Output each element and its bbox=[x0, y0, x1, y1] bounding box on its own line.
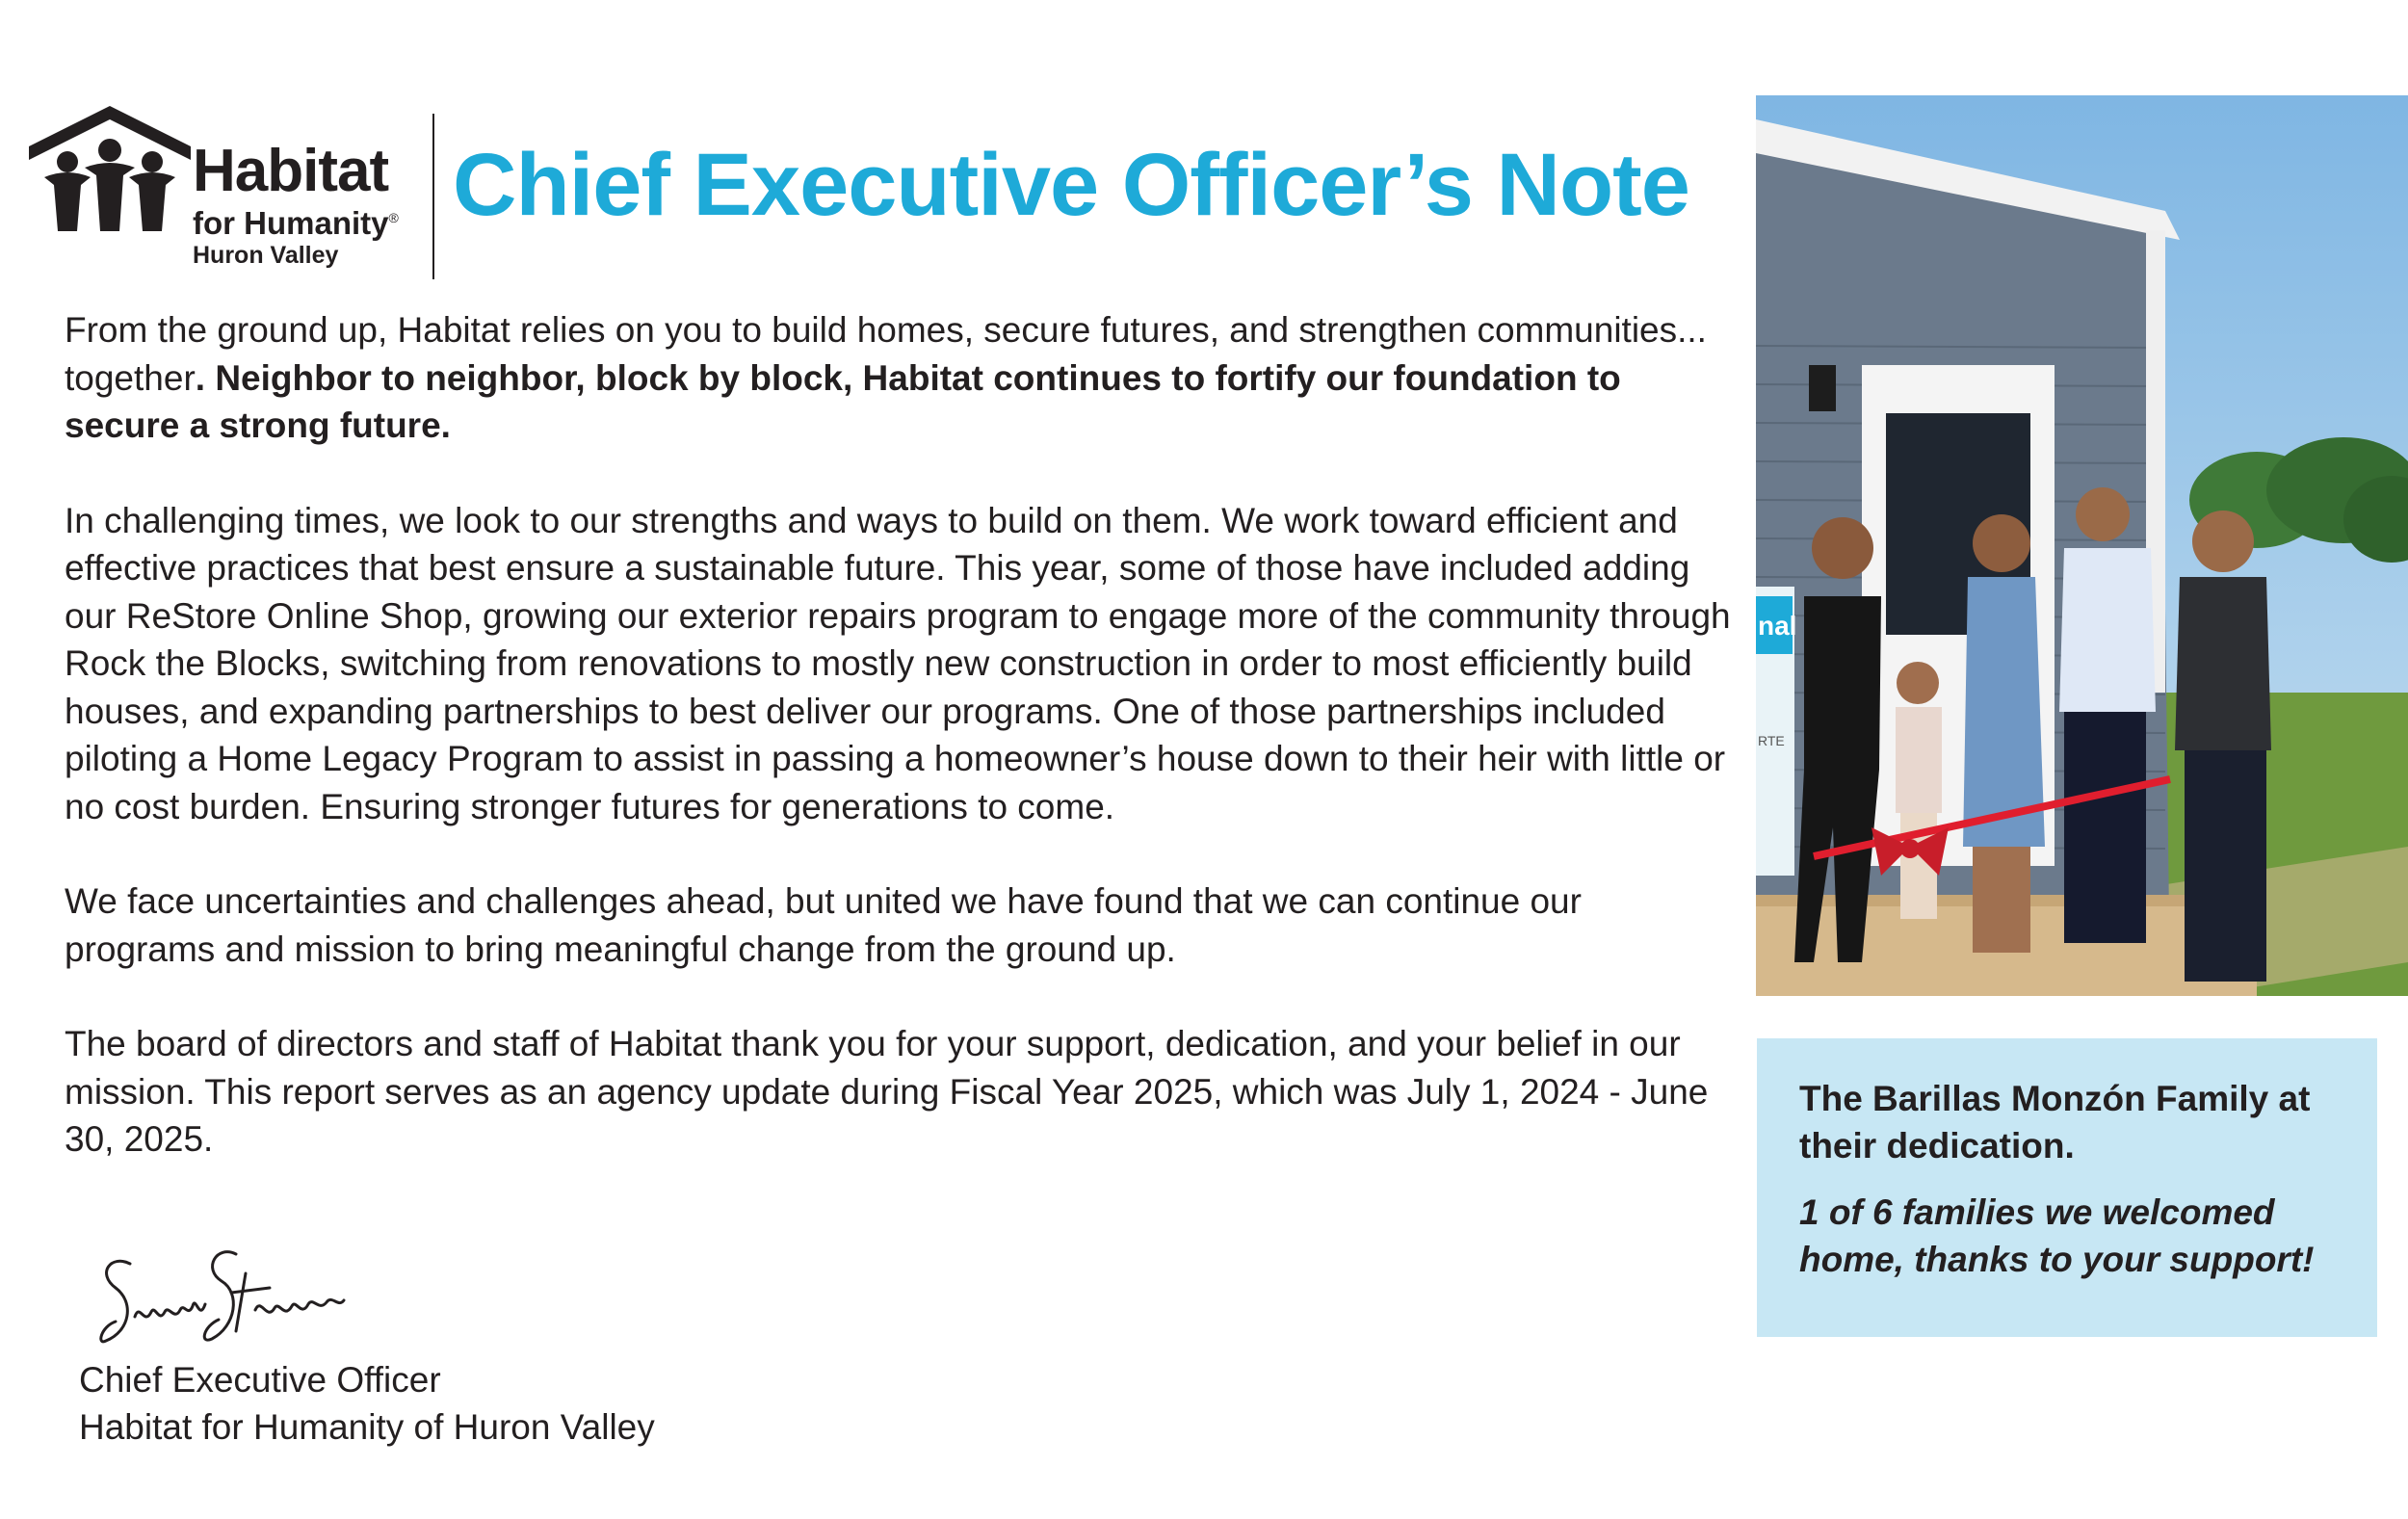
signer-role: Chief Executive Officer bbox=[79, 1360, 441, 1400]
paragraph-3: We face uncertainties and challenges ahead, but united we have found that we can continue our programs and mission to bring meaningful change from the ground up. bbox=[65, 881, 1582, 969]
signature-block bbox=[79, 1356, 655, 1451]
habitat-logo bbox=[29, 106, 433, 279]
page-title: Chief Executive Officer’s Note bbox=[453, 136, 1689, 234]
logo-wordmark bbox=[193, 138, 399, 270]
letter-body bbox=[65, 306, 1731, 1164]
house-people-icon bbox=[29, 106, 193, 231]
banner-text: nal bbox=[1758, 611, 1797, 641]
ceo-signature bbox=[92, 1235, 361, 1370]
logo-line3: Huron Valley bbox=[193, 242, 339, 269]
banner-sign-text: RTE bbox=[1758, 733, 1785, 748]
paragraph-1-regular: From the ground up, Habitat relies on you to build homes, secure futures, and strengthen communities... together bbox=[65, 310, 1707, 398]
header-divider bbox=[432, 114, 434, 279]
logo-line2: for Humanity® bbox=[193, 205, 399, 241]
photo-caption-box bbox=[1757, 1038, 2377, 1337]
caption-families-count: 1 of 6 families we welcomed home, thanks to your support! bbox=[1799, 1192, 2315, 1279]
paragraph-1 bbox=[65, 306, 1731, 450]
family-dedication-photo bbox=[1756, 95, 2408, 996]
signer-organization: Habitat for Humanity of Huron Valley bbox=[79, 1407, 655, 1447]
paragraph-2: In challenging times, we look to our strengths and ways to build on them. We work toward efficient and effective practices that best ensure a sustainable future. This year, some of those have included adding our ReStore Online Shop, growing our exterior repairs program to engage more of the community through Rock the Blocks, switching from renovations to mostly new construction in order to most efficiently build houses, and expanding partnerships to best deliver our programs. One of those partnerships included piloting a Home Legacy Program to assist in passing a homeowner’s house down to their heir with little or no cost burden. Ensuring stronger futures for generations to come. bbox=[65, 500, 1731, 826]
logo-line1: Habitat bbox=[193, 138, 389, 204]
paragraph-4: The board of directors and staff of Habitat thank you for your support, dedication, and your belief in our mission. This report serves as an agency update during Fiscal Year 2025, which was July 1, 2024 - June 30, 2025. bbox=[65, 1024, 1709, 1159]
paragraph-1-bold: . Neighbor to neighbor, block by block, Habitat continues to fortify our foundation to secure a strong future. bbox=[65, 357, 1621, 445]
caption-family: The Barillas Monzón Family at their dedication. bbox=[1799, 1079, 2311, 1165]
